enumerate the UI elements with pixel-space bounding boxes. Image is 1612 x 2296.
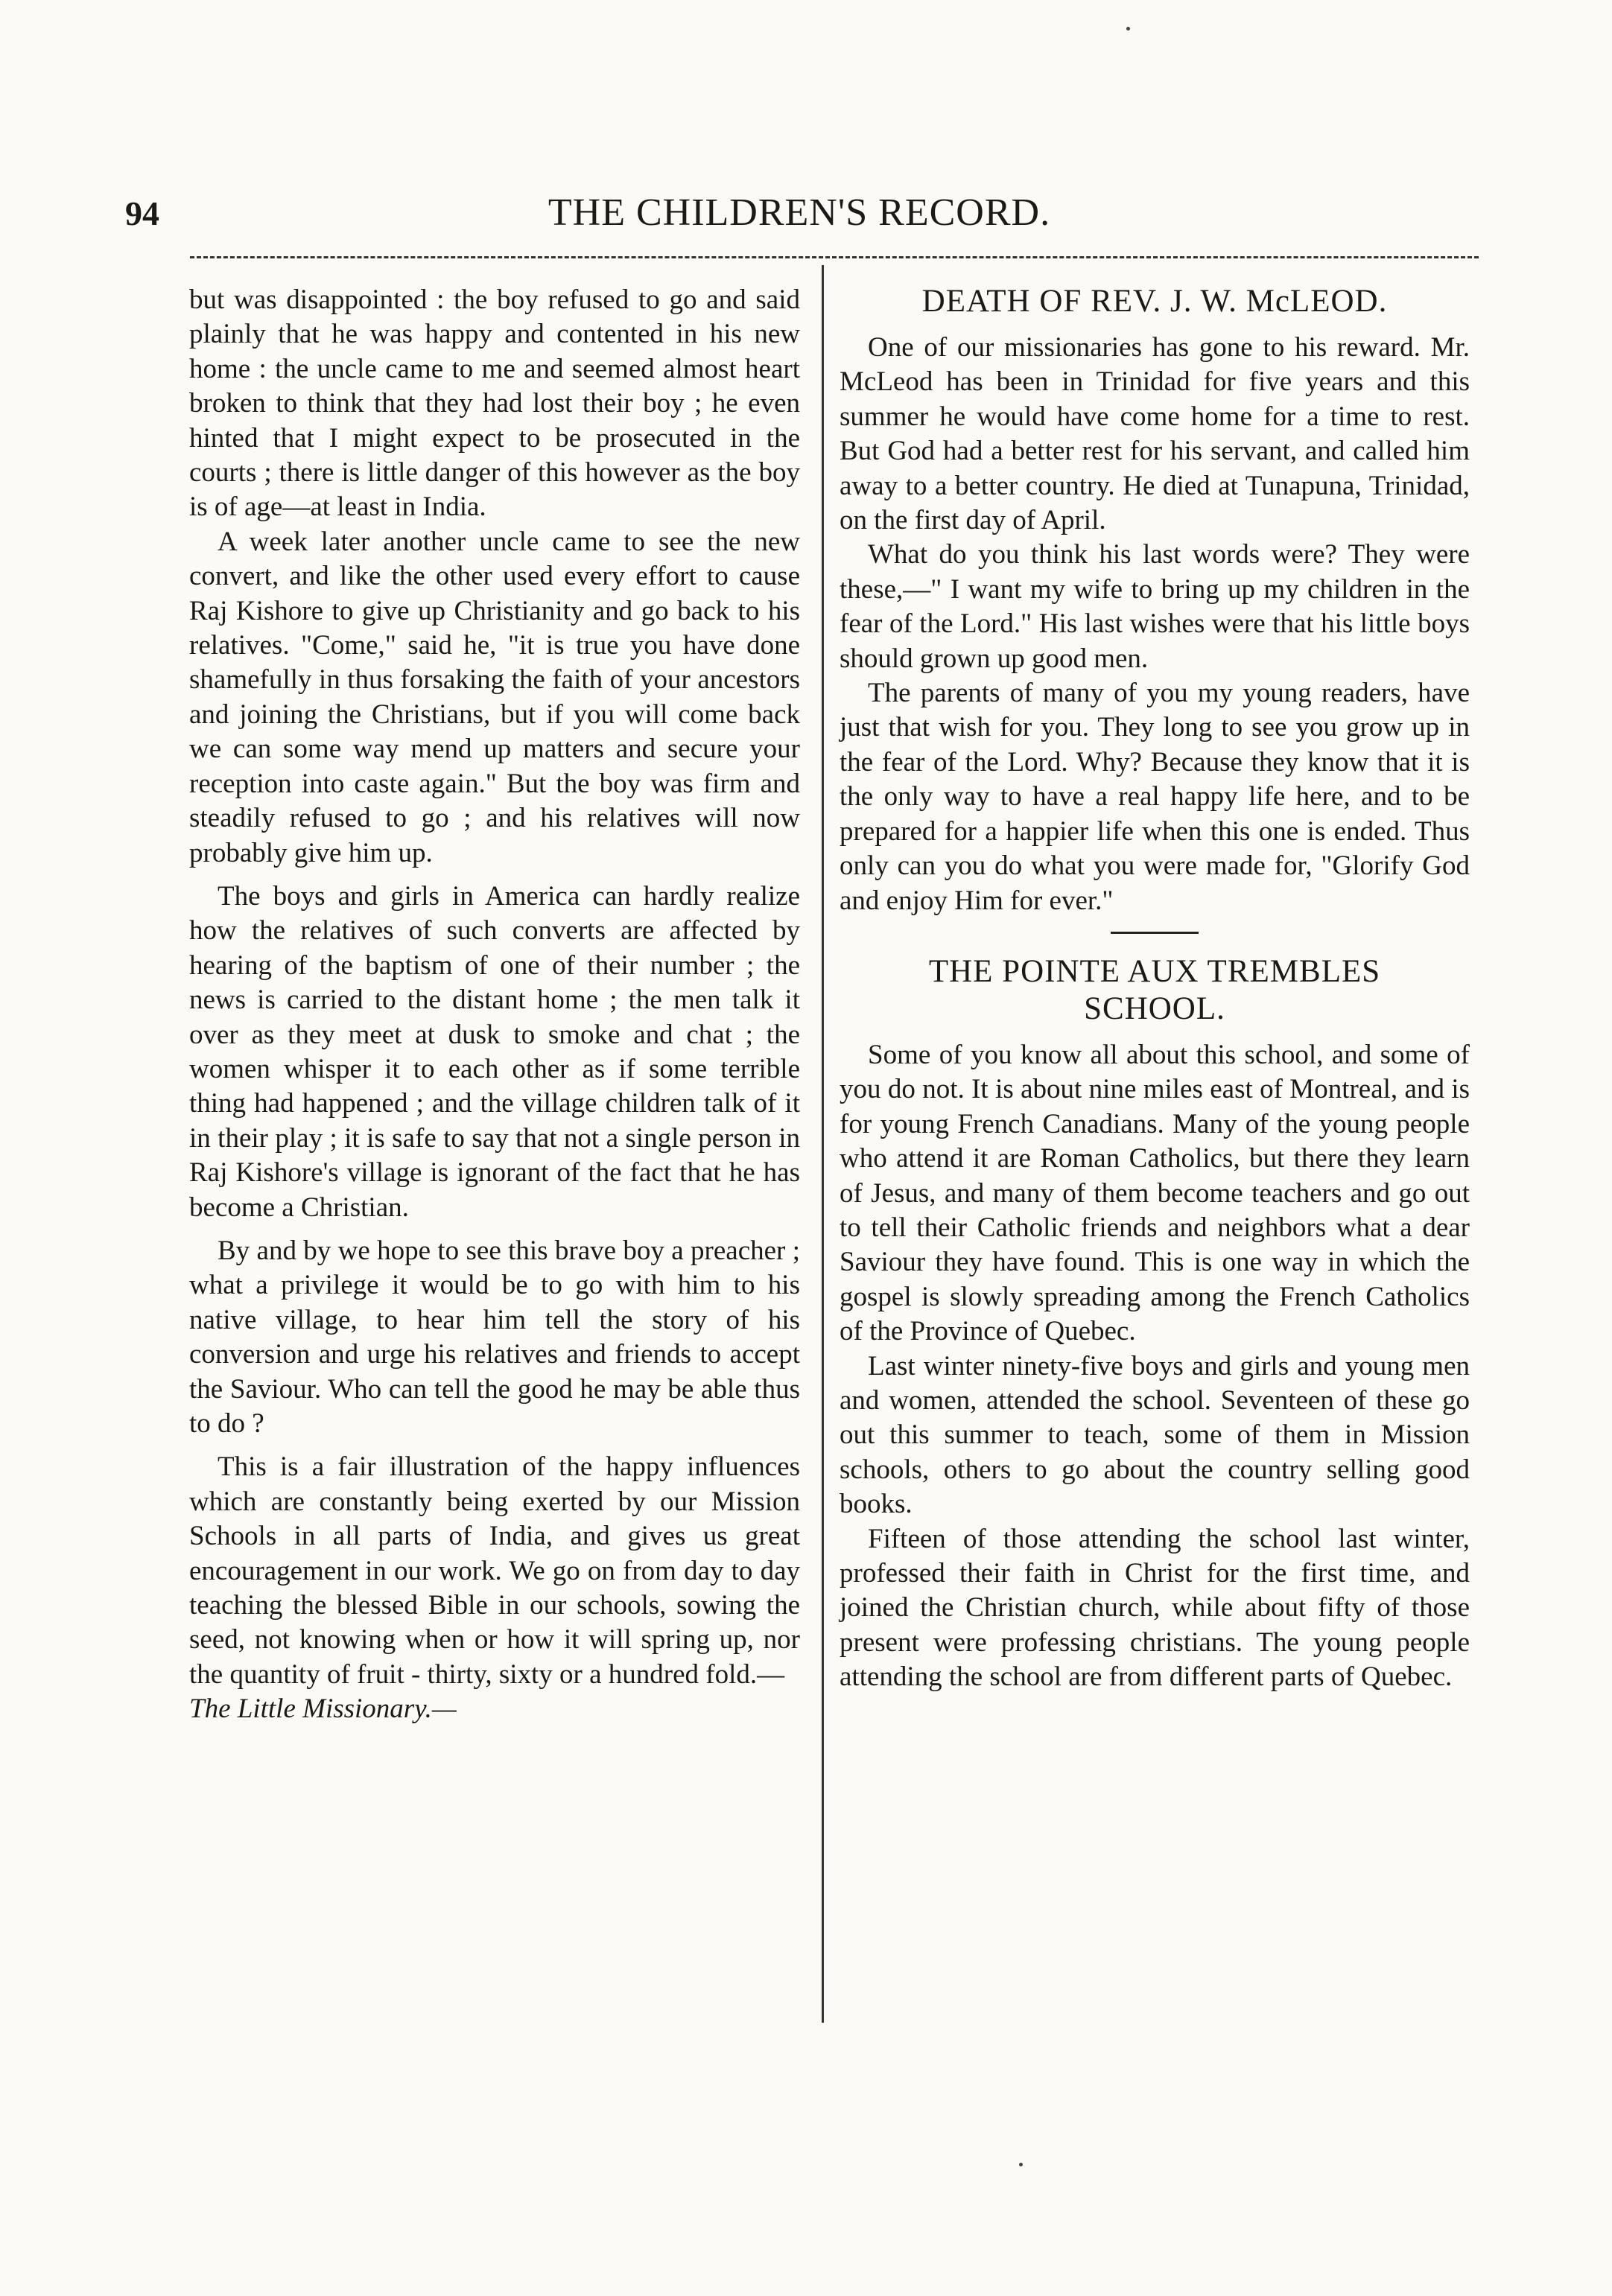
paragraph: The parents of many of you my young readers, have just that wish for you. They long to see you grow up in the fear of the Lord. Why? Because they know that it is the only way to have a real happy life here, and to be prepared for a happier life when this one is ended. Thus only can you do what you were made for, "Glorify God and enjoy Him for ever."	[840, 678, 1470, 916]
paragraph: A week later another uncle came to see the new convert, and like the other used every effort to cause Raj Kishore to give up Christianity and go back to his relatives. "Come," said he, "it is true you have done shamefully in thus forsaking the faith of your ancestors and joining the Christians, but if you will come back we can some way mend up matters and secure your reception into caste again." But the boy was firm and steadily refused to go ; and his relatives will now probably give him up.	[189, 526, 800, 868]
heading-line: SCHOOL.	[1084, 990, 1225, 1026]
paragraph: One of our missionaries has gone to his reward. Mr. McLeod has been in Trinidad for five years and this summer he would have come home for a time to rest. But God had a better rest for his servant, and called him away to a better country. He died at Tunapuna, Trinidad, on the first day of April.	[840, 332, 1470, 536]
heading-line: THE POINTE AUX TREMBLES	[928, 953, 1381, 989]
paragraph: By and by we hope to see this brave boy a preacher ; what a privilege it would be to go with him to his native village, to hear him tell the story of his conversion and urge his relatives and friends to accept the Saviour. Who can tell the good he may be able thus to do ?	[189, 1235, 800, 1439]
paragraph: This is a fair illustration of the happy influences which are constantly being exerted by our Mission Schools in all parts of India, and gives us great encouragement in our work. We go on from day to day teaching the blessed Bible in our schools, sowing the seed, not knowing when or how it will spring up, nor the quantity of fruit - thirty, sixty or a hundred fold.—	[189, 1451, 800, 1690]
article-heading-pointe-aux-trembles	[840, 953, 1470, 1028]
article-heading-mcleod: DEATH OF REV. J. W. McLEOD.	[921, 284, 1388, 319]
print-speck	[1126, 27, 1130, 31]
paragraph: Fifteen of those attending the school last winter, professed their faith in Christ for the first time, and joined the Christian church, while about fifty of those present were professing christians. The young people attending the school are from different parts of Quebec.	[840, 1523, 1470, 1693]
paragraph: What do you think his last words were? They were these,—" I want my wife to bring up my children in the fear of the Lord." His last wishes were that his little boys should grown up good men.	[840, 539, 1470, 674]
paragraph: The boys and girls in America can hardly realize how the relatives of such converts are affected by hearing of the baptism of one of their number ; the news is carried to the distant home ; the men talk it over as they meet at dusk to smoke and chat ; the women whisper it to each other as if some terrible thing had happened ; and the village children talk of it in their play ; it is safe to say that not a single person in Raj Kishore's village is ignorant of the fact that he has become a Christian.	[189, 880, 800, 1223]
running-title: THE CHILDREN'S RECORD.	[548, 191, 1051, 234]
right-column	[840, 283, 1470, 1695]
paragraph: Last winter ninety-five boys and girls and young men and women, attended the school. Seventeen of these go out this summer to teach, some of them in Mission schools, others to go about the country selling good books.	[840, 1350, 1470, 1520]
source-attribution: The Little Missionary.—	[189, 1694, 457, 1725]
print-speck	[1019, 2163, 1023, 2166]
page-header	[125, 191, 1473, 243]
column-divider	[822, 265, 824, 2023]
section-divider	[1111, 932, 1199, 934]
page-number: 94	[125, 194, 159, 232]
paragraph: Some of you know all about this school, and some of you do not. It is about nine miles east of Montreal, and is for young French Canadians. Many of the young people who attend it are Roman Catholics, but there they learn of Jesus, and many of them become teachers and go out to tell their Catholic friends and neighbors what a dear Saviour they have found. This is one way in which the gospel is slowly spreading among the French Catholics of the Province of Quebec.	[840, 1039, 1470, 1347]
header-rule	[190, 256, 1479, 258]
left-column	[189, 283, 800, 1727]
paragraph: but was disappointed : the boy refused to go and said plainly that he was happy and contented in his new home : the uncle came to me and seemed almost heart broken to think that they had lost their boy ; he even hinted that I might expect to be prosecuted in the courts ; there is little danger of this however as the boy is of age—at least in India.	[189, 284, 800, 523]
